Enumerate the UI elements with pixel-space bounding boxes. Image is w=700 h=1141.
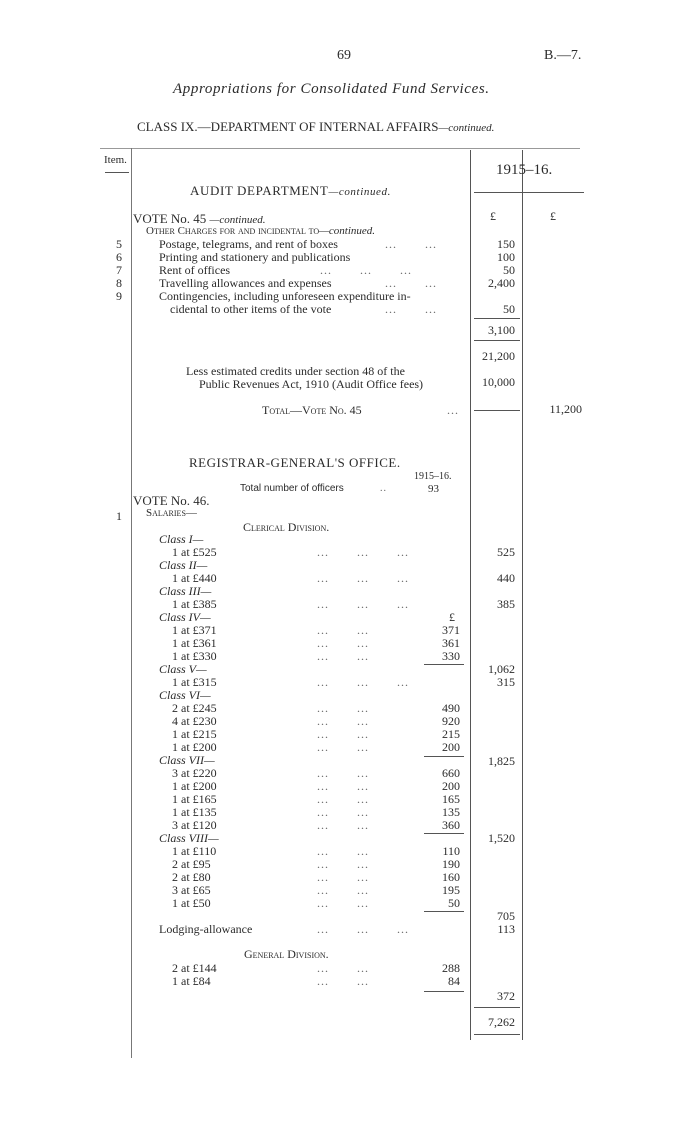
vote-46-grand-total: 7,262 [488, 1015, 515, 1029]
class-label: Class III— [159, 584, 212, 598]
pound-sign-1: £ [490, 209, 496, 223]
class-total: 705 [497, 909, 515, 923]
grade-line: 3 at £220 [172, 766, 217, 780]
page-title: Appropriations for Consolidated Fund Services. [173, 81, 490, 97]
grade-value: 50 [448, 896, 460, 910]
grade-value: 330 [442, 649, 460, 663]
class-label: Class V— [159, 662, 207, 676]
class-label: Class VII— [159, 753, 215, 767]
class-label: Class VIII— [159, 831, 219, 845]
item-label: Rent of offices [159, 263, 231, 277]
vote-46-label: VOTE No. 46. [133, 493, 210, 508]
grade-line: 1 at £200 [172, 779, 217, 793]
class-total: 1,062 [488, 662, 515, 676]
grade-value: 490 [442, 701, 460, 715]
grade-line: 1 at £215 [172, 727, 217, 741]
page-number: 69 [337, 48, 351, 63]
grade-line: 1 at £165 [172, 792, 217, 806]
grade-line: 1 at £110 [172, 844, 217, 858]
class-total: 1,520 [488, 831, 515, 845]
grade-line: 2 at £245 [172, 701, 217, 715]
item-number: 7 [116, 263, 122, 277]
lodging-allowance-label: Lodging-allowance [159, 922, 253, 936]
item-value: 2,400 [488, 276, 515, 290]
item-value: 50 [503, 263, 515, 277]
grade-value: 288 [442, 961, 460, 975]
total-vote-45-label: Total—Vote No. 45 [262, 403, 362, 417]
clerical-division-heading: Clerical Division. [243, 520, 330, 534]
lodging-allowance-value: 113 [497, 922, 515, 936]
item-number: 5 [116, 237, 122, 251]
grade-value: 215 [442, 727, 460, 741]
item-label: Travelling allowances and expenses [159, 276, 332, 290]
item-number: 1 [116, 509, 122, 523]
item-value: 100 [497, 250, 515, 264]
item-number: 9 [116, 289, 122, 303]
grade-line: 1 at £371 [172, 623, 217, 637]
class-label: Class II— [159, 558, 208, 572]
item-label: Printing and stationery and publications [159, 250, 351, 264]
grade-value: 920 [442, 714, 460, 728]
grade-line: 1 at £440 [172, 571, 217, 585]
audit-gross: 21,200 [482, 349, 515, 363]
grade-line: 1 at £50 [172, 896, 211, 910]
grade-line: 2 at £95 [172, 857, 211, 871]
total-vote-45-value: 11,200 [549, 402, 582, 416]
item-value: 50 [503, 302, 515, 316]
class-label: Class I— [159, 532, 204, 546]
grade-line: 1 at £200 [172, 740, 217, 754]
officers-year: 1915–16. [414, 471, 452, 482]
grade-value: 195 [442, 883, 460, 897]
pound-sign-2: £ [550, 209, 556, 223]
grade-line: 1 at £361 [172, 636, 217, 650]
year-column-header: 1915–16. [496, 162, 553, 178]
grade-value: 135 [442, 805, 460, 819]
other-charges-heading: Other Charges for and incidental to—continued. [146, 225, 376, 237]
item-number: 8 [116, 276, 122, 290]
registrar-heading: REGISTRAR-GENERAL'S OFFICE. [189, 455, 401, 470]
item-label-continued: cidental to other items of the vote [170, 302, 332, 316]
officers-label: Total number of officers [240, 483, 344, 494]
grade-value: 660 [442, 766, 460, 780]
general-division-total: 372 [497, 989, 515, 1003]
grade-value: 165 [442, 792, 460, 806]
audit-heading: AUDIT DEPARTMENT—continued. [190, 183, 391, 198]
grade-value: 110 [442, 844, 460, 858]
grade-value: 84 [448, 974, 460, 988]
audit-subtotal: 3,100 [488, 323, 515, 337]
class-total: 525 [497, 545, 515, 559]
grade-line: 3 at £120 [172, 818, 217, 832]
page-code: B.—7. [544, 48, 582, 63]
salaries-label: Salaries— [146, 507, 197, 519]
grade-line: 2 at £144 [172, 961, 217, 975]
item-label: Contingencies, including unforeseen expenditure in- [159, 289, 411, 303]
grade-line: 1 at £330 [172, 649, 217, 663]
class-total: 440 [497, 571, 515, 585]
grade-line: 1 at £135 [172, 805, 217, 819]
grade-line: 1 at £525 [172, 545, 217, 559]
grade-value: 200 [442, 740, 460, 754]
grade-line: 2 at £80 [172, 870, 211, 884]
less-credits-value: 10,000 [482, 375, 515, 389]
item-column-header: Item. [104, 154, 127, 166]
less-credits-line2: Public Revenues Act, 1910 (Audit Office fees) [199, 377, 424, 391]
vote-45-label: VOTE No. 45 —continued. [133, 211, 266, 226]
class-label: Class VI— [159, 688, 211, 702]
class-heading: CLASS IX.—DEPARTMENT OF INTERNAL AFFAIRS—continued. [137, 119, 495, 134]
item-number: 6 [116, 250, 122, 264]
grade-value: 190 [442, 857, 460, 871]
grade-value: 371 [442, 623, 460, 637]
grade-value: 360 [442, 818, 460, 832]
grade-value: 200 [442, 779, 460, 793]
item-value: 150 [497, 237, 515, 251]
officers-count: 93 [428, 483, 439, 495]
class-total: 1,825 [488, 754, 515, 768]
grade-line: 1 at £315 [172, 675, 217, 689]
pound-sign: £ [449, 610, 455, 624]
class-total: 385 [497, 597, 515, 611]
class-total: 315 [497, 675, 515, 689]
grade-line: 1 at £385 [172, 597, 217, 611]
grade-line: 1 at £84 [172, 974, 211, 988]
item-label: Postage, telegrams, and rent of boxes [159, 237, 338, 251]
less-credits-line1: Less estimated credits under section 48 of the [186, 364, 405, 378]
grade-line: 4 at £230 [172, 714, 217, 728]
grade-value: 361 [442, 636, 460, 650]
grade-line: 3 at £65 [172, 883, 211, 897]
general-division-heading: General Division. [244, 947, 329, 961]
grade-value: 160 [442, 870, 460, 884]
class-label: Class IV— [159, 610, 211, 624]
